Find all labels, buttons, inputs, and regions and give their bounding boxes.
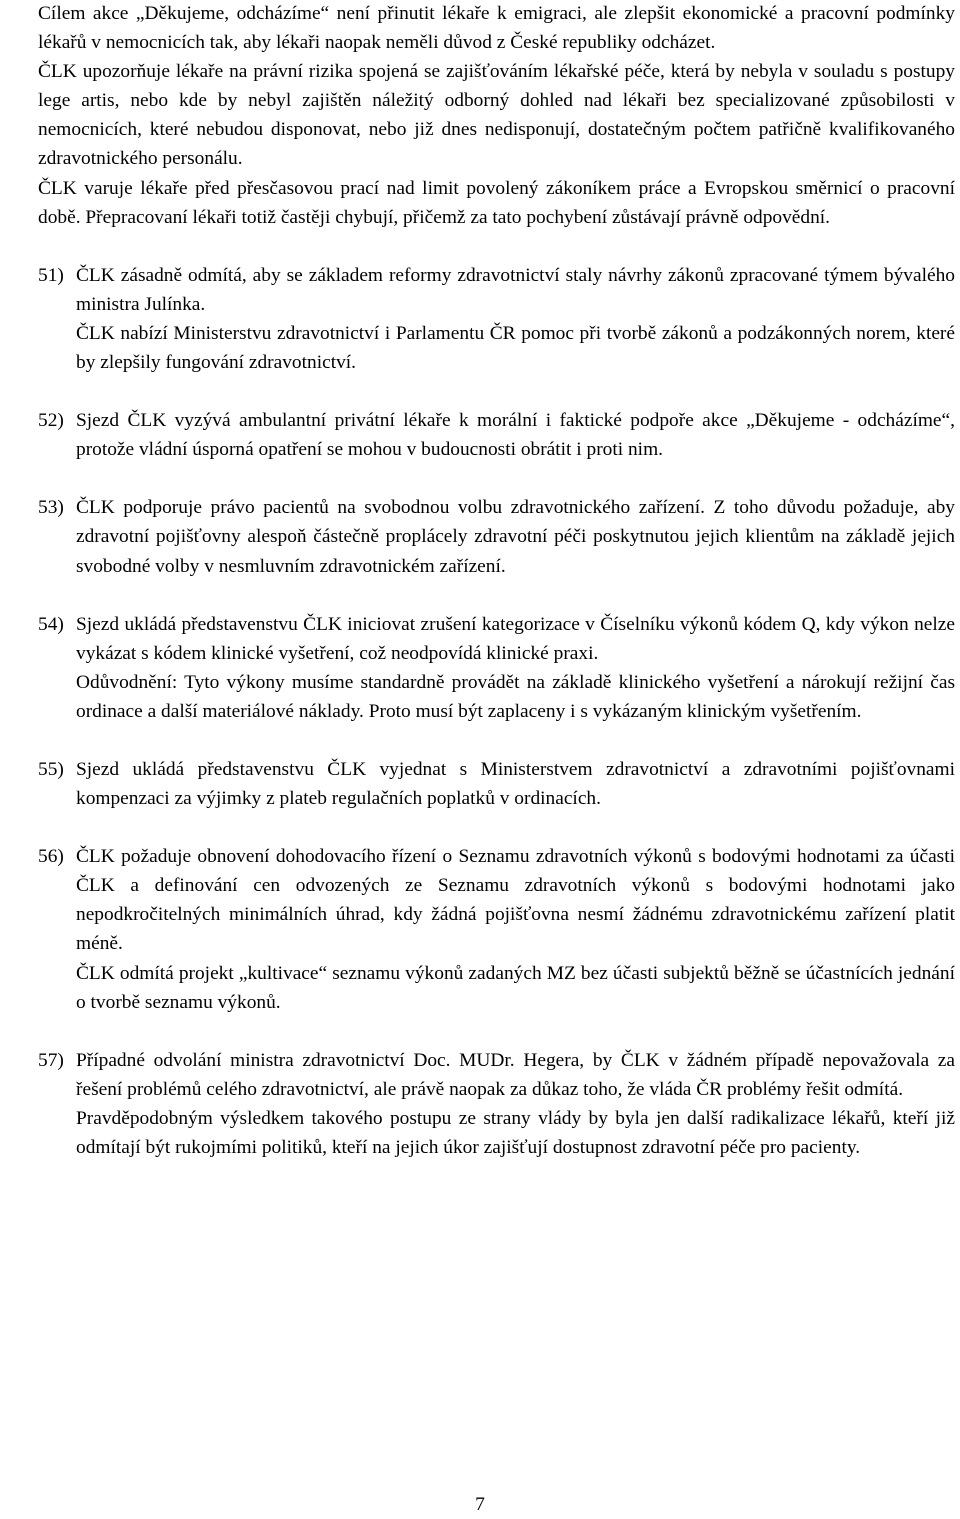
item-paragraph: ČLK požaduje obnovení dohodovacího řízení o Seznamu zdravotních výkonů s bodovými hodnotami za účasti ČLK a definování cen odvozených ze Seznamu zdravotních výkonů s bodovými hodnotami jako nepodkročitelných minimálních úhrad, kdy žádná pojišťovna nesmí žádnému zdravotnickému zařízení platit méně. xyxy=(76,846,955,955)
item-number: 52) xyxy=(38,410,64,432)
document-page xyxy=(38,0,955,1162)
item-number: 51) xyxy=(38,264,64,286)
resolution-item-54 xyxy=(38,610,955,726)
resolution-item-51 xyxy=(38,261,955,377)
resolution-item-52 xyxy=(38,406,955,464)
item-body xyxy=(76,610,955,726)
item-body xyxy=(76,493,955,580)
item-body xyxy=(76,842,955,1017)
item-number: 57) xyxy=(38,1049,64,1071)
intro-paragraph: ČLK upozorňuje lékaře na právní rizika spojená se zajišťováním lékařské péče, která by nebyla v souladu s postupy lege artis, nebo kde by nebyl zajištěn náležitý odborný dohled nad lékaři bez specializované způsobilosti v nemocnicích, které nebudou disponovat, nebo již dnes nedisponují, dostatečným počtem patřičně kvalifikovaného zdravotnického personálu. xyxy=(38,61,955,170)
intro-paragraph: ČLK varuje lékaře před přesčasovou prací nad limit povolený zákoníkem práce a Evropskou směrnicí o pracovní době. Přepracovaní lékaři totiž častěji chybují, přičemž za tato pochybení zůstávají právně odpovědní. xyxy=(38,177,955,228)
item-paragraph: ČLK podporuje právo pacientů na svobodnou volbu zdravotnického zařízení. Z toho důvodu požaduje, aby zdravotní pojišťovny alespoň částečně proplácely zdravotní péči poskytnutou jejich klientům na základě jejich svobodné volby v nesmluvním zdravotnickém zařízení. xyxy=(76,497,955,577)
intro-paragraph: Cílem akce „Děkujeme, odcházíme“ není přinutit lékaře k emigraci, ale zlepšit ekonomické a pracovní podmínky lékařů v nemocnicích tak, aby lékaři naopak neměli důvod z České republiky odcházet. xyxy=(38,3,955,54)
item-paragraph: Pravděpodobným výsledkem takového postupu ze strany vlády by byla jen další radikalizace lékařů, kteří již odmítají být rukojmími politiků, kteří na jejich úkor zajišťují dostupnost zdravotní péče pro pacienty. xyxy=(76,1107,955,1158)
item-paragraph: Případné odvolání ministra zdravotnictví Doc. MUDr. Hegera, by ČLK v žádném případě nepovažovala za řešení problémů celého zdravotnictví, ale právě naopak za důkaz toho, že vláda ČR problémy řešit odmítá. xyxy=(76,1049,955,1100)
item-body xyxy=(76,406,955,464)
item-paragraph: ČLK nabízí Ministerstvu zdravotnictví i Parlamentu ČR pomoc při tvorbě zákonů a podzákonných norem, které by zlepšily fungování zdravotnictví. xyxy=(76,322,955,374)
resolution-item-57 xyxy=(38,1046,955,1162)
resolution-item-56 xyxy=(38,842,955,1017)
item-number: 54) xyxy=(38,613,64,635)
intro-section xyxy=(38,0,955,232)
item-number: 56) xyxy=(38,846,64,868)
page-number: 7 xyxy=(475,1494,485,1515)
item-paragraph: ČLK zásadně odmítá, aby se základem reformy zdravotnictví staly návrhy zákonů zpracované týmem bývalého ministra Julínka. xyxy=(76,264,955,315)
resolution-item-55 xyxy=(38,755,955,813)
item-body xyxy=(76,261,955,377)
item-body xyxy=(76,1046,955,1162)
item-paragraph: Sjezd ČLK vyzývá ambulantní privátní lékaře k morální i faktické podpoře akce „Děkujeme - odcházíme“, protože vládní úsporná opatření se mohou v budoucnosti obrátit i proti nim. xyxy=(76,410,955,461)
item-number: 55) xyxy=(38,758,64,780)
item-paragraph: Sjezd ukládá představenstvu ČLK vyjednat s Ministerstvem zdravotnictví a zdravotními pojišťovnami kompenzaci za výjimky z plateb regulačních poplatků v ordinacích. xyxy=(76,758,955,810)
item-paragraph: Sjezd ukládá představenstvu ČLK iniciovat zrušení kategorizace v Číselníku výkonů kódem Q, kdy výkon nelze vykázat s kódem klinické vyšetření, což neodpovídá klinické praxi. xyxy=(76,613,955,664)
item-number: 53) xyxy=(38,497,64,519)
item-paragraph: Odůvodnění: Tyto výkony musíme standardně provádět na základě klinického vyšetření a nárokují režijní čas ordinace a další materiálové náklady. Proto musí být zaplaceny i s vykázaným klinickým vyšetřením. xyxy=(76,671,955,722)
item-body xyxy=(76,755,955,813)
resolution-item-53 xyxy=(38,493,955,580)
item-paragraph: ČLK odmítá projekt „kultivace“ seznamu výkonů zadaných MZ bez účasti subjektů běžně se účastnících jednání o tvorbě seznamu výkonů. xyxy=(76,962,955,1013)
